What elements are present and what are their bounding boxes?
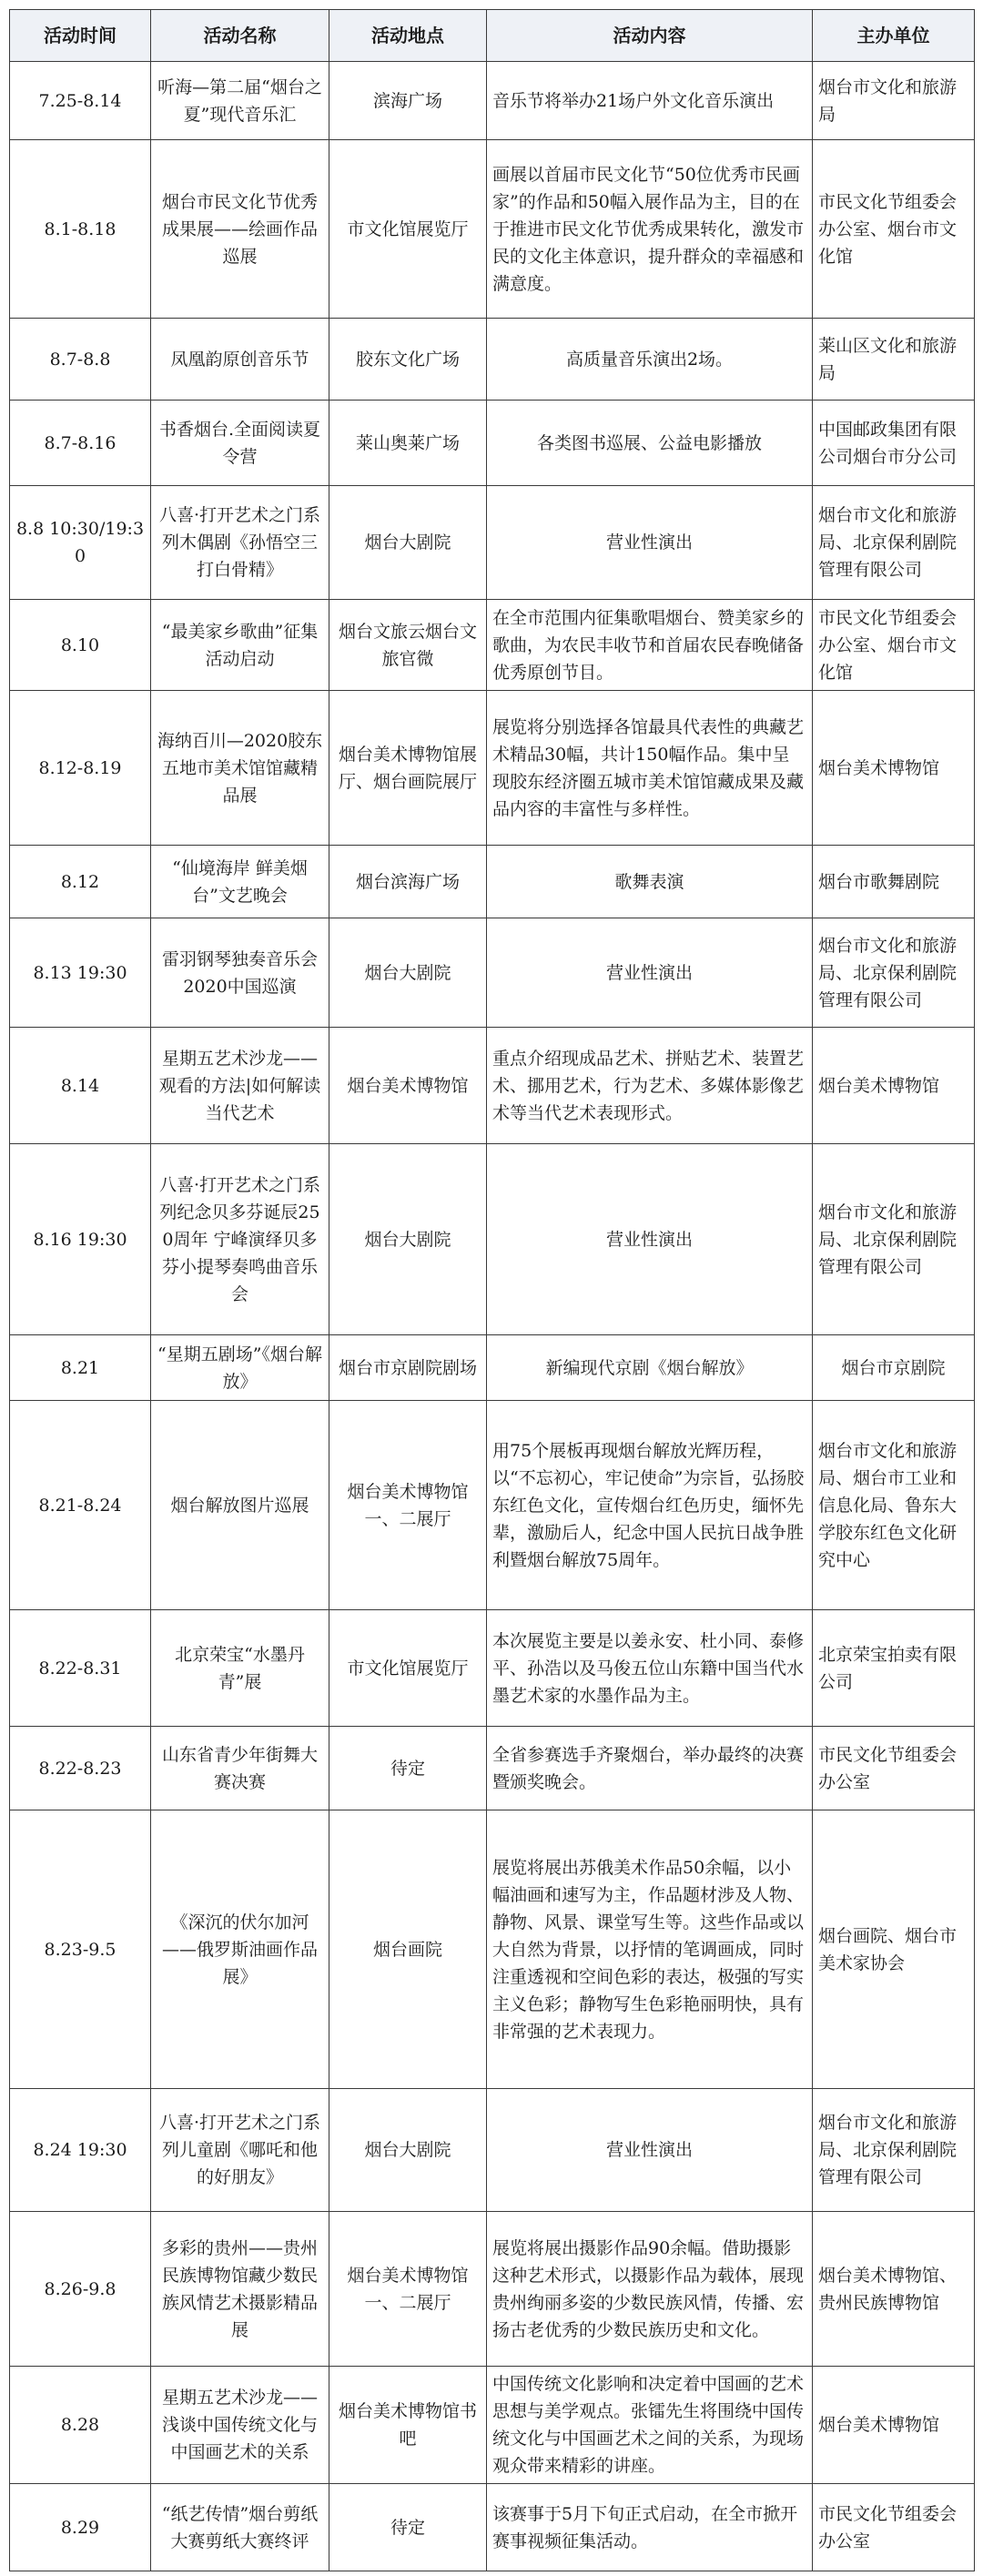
cell-time: 8.24 19:30 — [10, 2089, 151, 2212]
header-content: 活动内容 — [487, 10, 813, 62]
cell-time: 8.13 19:30 — [10, 918, 151, 1028]
cell-name: 八喜·打开艺术之门系列木偶剧《孙悟空三打白骨精》 — [151, 486, 329, 600]
cell-time: 8.21-8.24 — [10, 1401, 151, 1610]
cell-name: 雷羽钢琴独奏音乐会2020中国巡演 — [151, 918, 329, 1028]
cell-host: 市民文化节组委会办公室 — [813, 2484, 975, 2571]
cell-time: 8.14 — [10, 1028, 151, 1144]
cell-venue: 烟台大剧院 — [329, 1144, 487, 1335]
table-row — [10, 846, 975, 918]
cell-time: 8.1-8.18 — [10, 140, 151, 319]
cell-host: 烟台市京剧院 — [813, 1335, 975, 1401]
cell-time: 8.8 10:30/19:30 — [10, 486, 151, 600]
cell-host: 烟台市文化和旅游局、北京保利剧院管理有限公司 — [813, 2089, 975, 2212]
header-venue: 活动地点 — [329, 10, 487, 62]
cell-name: 多彩的贵州——贵州民族博物馆藏少数民族风情艺术摄影精品展 — [151, 2212, 329, 2367]
cell-content: 高质量音乐演出2场。 — [487, 319, 813, 401]
cell-venue: 烟台文旅云烟台文旅官微 — [329, 600, 487, 691]
cell-name: “最美家乡歌曲”征集活动启动 — [151, 600, 329, 691]
cell-venue: 烟台美术博物馆一、二展厅 — [329, 2212, 487, 2367]
cell-name: “纸艺传情”烟台剪纸大赛剪纸大赛终评 — [151, 2484, 329, 2571]
cell-venue: 滨海广场 — [329, 62, 487, 140]
cell-time: 8.22-8.31 — [10, 1610, 151, 1727]
cell-venue: 待定 — [329, 2484, 487, 2571]
cell-host: 市民文化节组委会办公室、烟台市文化馆 — [813, 140, 975, 319]
table-row — [10, 691, 975, 846]
cell-host: 烟台市歌舞剧院 — [813, 846, 975, 918]
cell-venue: 烟台大剧院 — [329, 918, 487, 1028]
cell-time: 8.7-8.16 — [10, 401, 151, 486]
cell-time: 8.28 — [10, 2367, 151, 2484]
header-time: 活动时间 — [10, 10, 151, 62]
cell-host: 烟台美术博物馆 — [813, 1028, 975, 1144]
table-row — [10, 1810, 975, 2089]
cell-name: 凤凰韵原创音乐节 — [151, 319, 329, 401]
cell-venue: 烟台市京剧院剧场 — [329, 1335, 487, 1401]
cell-venue: 待定 — [329, 1727, 487, 1810]
cell-name: 北京荣宝“水墨丹青”展 — [151, 1610, 329, 1727]
events-table — [9, 9, 975, 2571]
cell-venue: 市文化馆展览厅 — [329, 1610, 487, 1727]
cell-venue: 烟台美术博物馆书吧 — [329, 2367, 487, 2484]
cell-host: 烟台美术博物馆 — [813, 691, 975, 846]
cell-content: 各类图书巡展、公益电影播放 — [487, 401, 813, 486]
cell-content: 画展以首届市民文化节“50位优秀市民画家”的作品和50幅入展作品为主，目的在于推进市民文化节优秀成果转化，激发市民的文化主体意识，提升群众的幸福感和满意度。 — [487, 140, 813, 319]
cell-venue: 烟台美术博物馆一、二展厅 — [329, 1401, 487, 1610]
cell-host: 烟台美术博物馆、贵州民族博物馆 — [813, 2212, 975, 2367]
cell-name: 烟台市民文化节优秀成果展——绘画作品巡展 — [151, 140, 329, 319]
events-table-sheet — [9, 9, 974, 2571]
cell-time: 8.29 — [10, 2484, 151, 2571]
cell-content: 全省参赛选手齐聚烟台，举办最终的决赛暨颁奖晚会。 — [487, 1727, 813, 1810]
cell-name: 《深沉的伏尔加河——俄罗斯油画作品展》 — [151, 1810, 329, 2089]
cell-time: 8.12-8.19 — [10, 691, 151, 846]
cell-venue: 烟台滨海广场 — [329, 846, 487, 918]
table-row — [10, 62, 975, 140]
cell-name: 烟台解放图片巡展 — [151, 1401, 329, 1610]
cell-venue: 烟台画院 — [329, 1810, 487, 2089]
cell-venue: 烟台大剧院 — [329, 2089, 487, 2212]
cell-content: 歌舞表演 — [487, 846, 813, 918]
cell-time: 8.7-8.8 — [10, 319, 151, 401]
table-header-row — [10, 10, 975, 62]
cell-time: 8.22-8.23 — [10, 1727, 151, 1810]
cell-host: 市民文化节组委会办公室 — [813, 1727, 975, 1810]
cell-host: 烟台市文化和旅游局、北京保利剧院管理有限公司 — [813, 1144, 975, 1335]
cell-content: 新编现代京剧《烟台解放》 — [487, 1335, 813, 1401]
cell-time: 8.26-9.8 — [10, 2212, 151, 2367]
cell-host: 烟台市文化和旅游局、烟台市工业和信息化局、鲁东大学胶东红色文化研究中心 — [813, 1401, 975, 1610]
table-row — [10, 1144, 975, 1335]
cell-name: 听海—第二届“烟台之夏”现代音乐汇 — [151, 62, 329, 140]
table-row — [10, 140, 975, 319]
cell-time: 8.10 — [10, 600, 151, 691]
table-row — [10, 2089, 975, 2212]
cell-content: 营业性演出 — [487, 486, 813, 600]
table-row — [10, 2367, 975, 2484]
cell-time: 7.25-8.14 — [10, 62, 151, 140]
cell-host: 莱山区文化和旅游局 — [813, 319, 975, 401]
cell-content: 营业性演出 — [487, 1144, 813, 1335]
cell-content: 重点介绍现成品艺术、拼贴艺术、装置艺术、挪用艺术，行为艺术、多媒体影像艺术等当代艺术表现形式。 — [487, 1028, 813, 1144]
cell-venue: 莱山奥莱广场 — [329, 401, 487, 486]
cell-time: 8.16 19:30 — [10, 1144, 151, 1335]
cell-content: 营业性演出 — [487, 918, 813, 1028]
cell-venue: 烟台美术博物馆展厅、烟台画院展厅 — [329, 691, 487, 846]
cell-host: 烟台市文化和旅游局、北京保利剧院管理有限公司 — [813, 486, 975, 600]
cell-name: 书香烟台.全面阅读夏令营 — [151, 401, 329, 486]
table-row — [10, 1610, 975, 1727]
cell-time: 8.12 — [10, 846, 151, 918]
table-row — [10, 2484, 975, 2571]
cell-content: 展览将展出苏俄美术作品50余幅，以小幅油画和速写为主，作品题材涉及人物、静物、风景、课堂写生等。这些作品或以大自然为背景，以抒情的笔调画成，同时注重透视和空间色彩的表达，极强的写实主义色彩；静物写生色彩艳丽明快，具有非常强的艺术表现力。 — [487, 1810, 813, 2089]
cell-venue: 烟台大剧院 — [329, 486, 487, 600]
table-row — [10, 486, 975, 600]
cell-content: 该赛事于5月下旬正式启动，在全市掀开赛事视频征集活动。 — [487, 2484, 813, 2571]
cell-name: 八喜·打开艺术之门系列儿童剧《哪吒和他的好朋友》 — [151, 2089, 329, 2212]
cell-time: 8.23-9.5 — [10, 1810, 151, 2089]
cell-name: “星期五剧场”《烟台解放》 — [151, 1335, 329, 1401]
table-row — [10, 918, 975, 1028]
header-host: 主办单位 — [813, 10, 975, 62]
cell-name: 星期五艺术沙龙——观看的方法|如何解读当代艺术 — [151, 1028, 329, 1144]
cell-venue: 胶东文化广场 — [329, 319, 487, 401]
cell-host: 中国邮政集团有限公司烟台市分公司 — [813, 401, 975, 486]
cell-name: 海纳百川—2020胶东五地市美术馆馆藏精品展 — [151, 691, 329, 846]
table-row — [10, 1028, 975, 1144]
table-row — [10, 319, 975, 401]
table-row — [10, 600, 975, 691]
cell-host: 北京荣宝拍卖有限公司 — [813, 1610, 975, 1727]
cell-content: 展览将展出摄影作品90余幅。借助摄影这种艺术形式，以摄影作品为载体，展现贵州绚丽多姿的少数民族风情，传播、宏扬古老优秀的少数民族历史和文化。 — [487, 2212, 813, 2367]
cell-content: 音乐节将举办21场户外文化音乐演出 — [487, 62, 813, 140]
cell-content: 营业性演出 — [487, 2089, 813, 2212]
cell-host: 烟台画院、烟台市美术家协会 — [813, 1810, 975, 2089]
table-row — [10, 401, 975, 486]
cell-name: 八喜·打开艺术之门系列纪念贝多芬诞辰250周年 宁峰演绎贝多芬小提琴奏鸣曲音乐会 — [151, 1144, 329, 1335]
cell-host: 烟台美术博物馆 — [813, 2367, 975, 2484]
cell-name: “仙境海岸 鲜美烟台”文艺晚会 — [151, 846, 329, 918]
cell-content: 展览将分别选择各馆最具代表性的典藏艺术精品30幅，共计150幅作品。集中呈现胶东经济圈五城市美术馆馆藏成果及藏品内容的丰富性与多样性。 — [487, 691, 813, 846]
table-row — [10, 2212, 975, 2367]
cell-host: 市民文化节组委会办公室、烟台市文化馆 — [813, 600, 975, 691]
cell-host: 烟台市文化和旅游局、北京保利剧院管理有限公司 — [813, 918, 975, 1028]
cell-venue: 烟台美术博物馆 — [329, 1028, 487, 1144]
cell-content: 用75个展板再现烟台解放光辉历程，以“不忘初心，牢记使命”为宗旨，弘扬胶东红色文化，宣传烟台红色历史，缅怀先辈，激励后人，纪念中国人民抗日战争胜利暨烟台解放75周年。 — [487, 1401, 813, 1610]
table-row — [10, 1401, 975, 1610]
cell-time: 8.21 — [10, 1335, 151, 1401]
table-row — [10, 1727, 975, 1810]
cell-host: 烟台市文化和旅游局 — [813, 62, 975, 140]
cell-content: 在全市范围内征集歌唱烟台、赞美家乡的歌曲，为农民丰收节和首届农民春晚储备优秀原创节目。 — [487, 600, 813, 691]
cell-venue: 市文化馆展览厅 — [329, 140, 487, 319]
cell-name: 山东省青少年街舞大赛决赛 — [151, 1727, 329, 1810]
table-row — [10, 1335, 975, 1401]
cell-name: 星期五艺术沙龙——浅谈中国传统文化与中国画艺术的关系 — [151, 2367, 329, 2484]
cell-content: 本次展览主要是以姜永安、杜小同、泰修平、孙浩以及马俊五位山东籍中国当代水墨艺术家的水墨作品为主。 — [487, 1610, 813, 1727]
header-name: 活动名称 — [151, 10, 329, 62]
cell-content: 中国传统文化影响和决定着中国画的艺术思想与美学观点。张镭先生将围绕中国传统文化与中国画艺术之间的关系，为现场观众带来精彩的讲座。 — [487, 2367, 813, 2484]
